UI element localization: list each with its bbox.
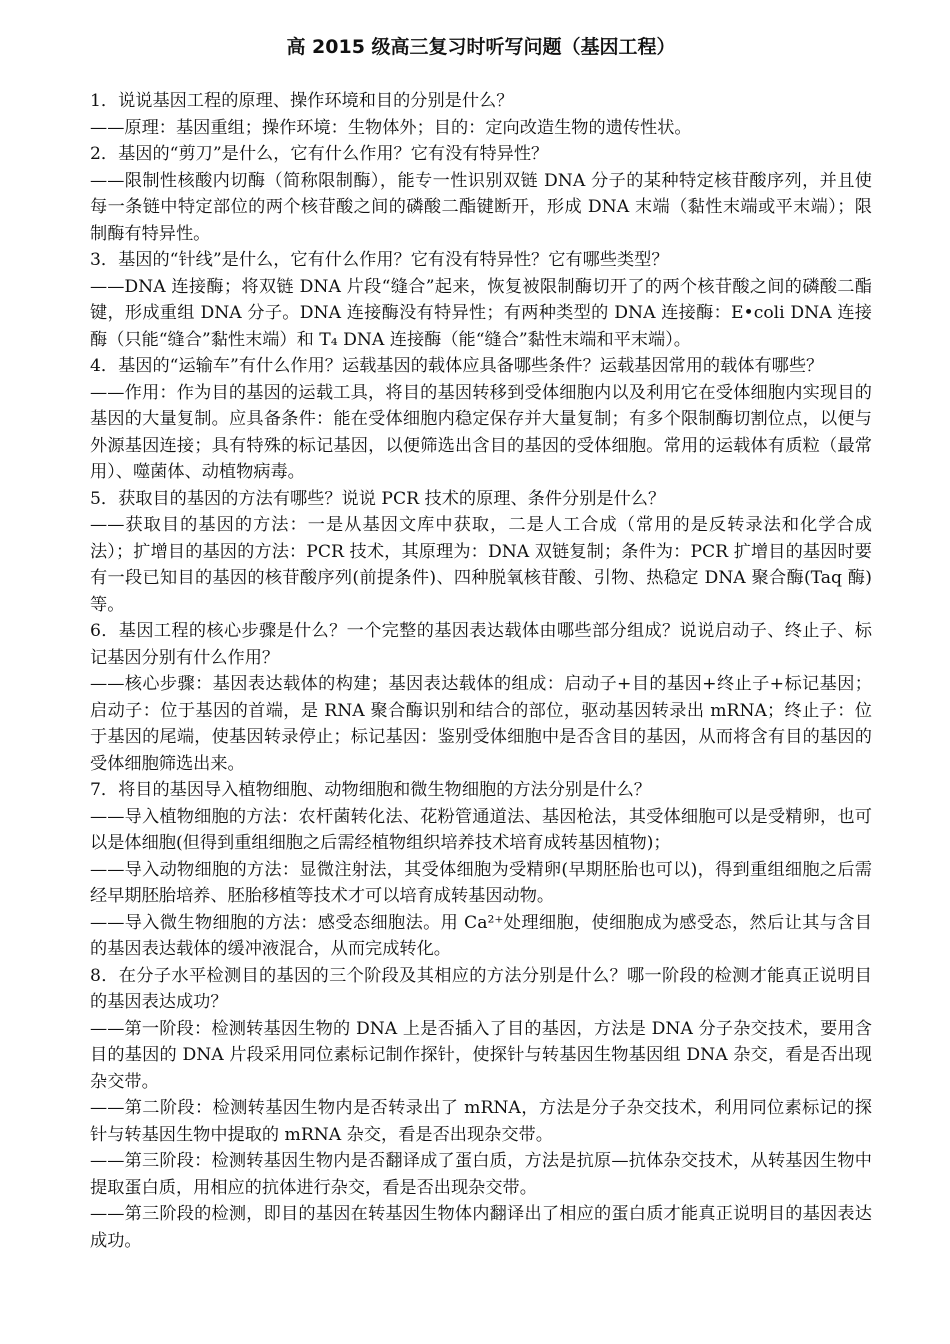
- question-paragraph: 4．基因的“运输车”有什么作用？运载基因的载体应具备哪些条件？运载基因常用的载体有哪些？: [90, 356, 824, 376]
- answer-paragraph: ——核心步骤：基因表达载体的构建；基因表达载体的组成：启动子+目的基因+终止子+标记基因；启动子：位于基因的首端，是 RNA 聚合酶识别和结合的部位，驱动基因转录出 mRNA；终止子：位于基因的尾端，使基因转录停止；标记基因：鉴别受体细胞中是否含目的基因，从而将含有目的基因的受体细胞筛选出来。: [90, 674, 872, 774]
- question-paragraph: 6．基因工程的核心步骤是什么？一个完整的基因表达载体由哪些部分组成？说说启动子、终止子、标记基因分别有什么作用？: [90, 621, 872, 668]
- answer-paragraph: ——限制性核酸内切酶（简称限制酶），能专一性识别双链 DNA 分子的某种特定核苷酸序列，并且使每一条链中特定部位的两个核苷酸之间的磷酸二酯键断开，形成 DNA 末端（黏性末端或平末端）；限制酶有特异性。: [90, 170, 872, 244]
- document-body: [90, 88, 872, 1254]
- question-paragraph: 8．在分子水平检测目的基因的三个阶段及其相应的方法分别是什么？哪一阶段的检测才能真正说明目的基因表达成功？: [90, 965, 872, 1012]
- answer-paragraph: ——第三阶段：检测转基因生物内是否翻译成了蛋白质，方法是抗原—抗体杂交技术，从转基因生物中提取蛋白质，用相应的抗体进行杂交，看是否出现杂交带。: [90, 1151, 872, 1198]
- answer-paragraph: ——第三阶段的检测，即目的基因在转基因生物体内翻译出了相应的蛋白质才能真正说明目的基因表达成功。: [90, 1204, 872, 1251]
- answer-paragraph: ——导入微生物细胞的方法：感受态细胞法。用 Ca²⁺处理细胞，使细胞成为感受态，然后让其与含目的基因表达载体的缓冲液混合，从而完成转化。: [90, 912, 872, 959]
- answer-paragraph: ——作用：作为目的基因的运载工具，将目的基因转移到受体细胞内以及利用它在受体细胞内实现目的基因的大量复制。应具备条件：能在受体细胞内稳定保存并大量复制；有多个限制酶切割位点，以便与外源基因连接；具有特殊的标记基因，以便筛选出含目的基因的受体细胞。常用的运载体有质粒（最常用）、噬菌体、动植物病毒。: [90, 382, 872, 482]
- answer-paragraph: ——导入植物细胞的方法：农杆菌转化法、花粉管通道法、基因枪法，其受体细胞可以是受精卵，也可以是体细胞(但得到重组细胞之后需经植物组织培养技术培育成转基因植物)；: [90, 806, 872, 853]
- answer-paragraph: ——导入动物细胞的方法：显微注射法，其受体细胞为受精卵(早期胚胎也可以)，得到重组细胞之后需经早期胚胎培养、胚胎移植等技术才可以培育成转基因动物。: [90, 859, 872, 906]
- answer-paragraph: ——DNA 连接酶；将双链 DNA 片段“缝合”起来，恢复被限制酶切开了的两个核苷酸之间的磷酸二酯键，形成重组 DNA 分子。DNA 连接酶没有特异性；有两种类型的 DNA 连接酶：E•coli DNA 连接酶（只能“缝合”黏性末端）和 T₄ DNA 连接酶（能“缝合”黏性末端和平末端）。: [90, 276, 872, 350]
- answer-paragraph: ——原理：基因重组；操作环境：生物体外；目的：定向改造生物的遗传性状。: [90, 117, 692, 138]
- question-paragraph: 5．获取目的基因的方法有哪些？说说 PCR 技术的原理、条件分别是什么？: [90, 488, 666, 509]
- answer-paragraph: ——第二阶段：检测转基因生物内是否转录出了 mRNA，方法是分子杂交技术，利用同位素标记的探针与转基因生物中提取的 mRNA 杂交，看是否出现杂交带。: [90, 1098, 872, 1145]
- question-paragraph: 7．将目的基因导入植物细胞、动物细胞和微生物细胞的方法分别是什么？: [90, 780, 651, 800]
- question-paragraph: 3．基因的“针线”是什么，它有什么作用？它有没有特异性？它有哪些类型？: [90, 250, 669, 270]
- question-paragraph: 2．基因的“剪刀”是什么，它有什么作用？它有没有特异性？: [90, 144, 549, 164]
- question-paragraph: 1．说说基因工程的原理、操作环境和目的分别是什么？: [90, 91, 514, 111]
- answer-paragraph: ——第一阶段：检测转基因生物的 DNA 上是否插入了目的基因，方法是 DNA 分子杂交技术，要用含目的基因的 DNA 片段采用同位素标记制作探针，使探针与转基因生物基因组 DNA 杂交，看是否出现杂交带。: [90, 1018, 872, 1092]
- page-title: 高 2015 级高三复习时听写问题（基因工程）: [286, 36, 676, 58]
- answer-paragraph: ——获取目的基因的方法：一是从基因文库中获取，二是人工合成（常用的是反转录法和化学合成法）；扩增目的基因的方法：PCR 技术，其原理为：DNA 双链复制；条件为：PCR 扩增目的基因时要有一段已知目的基因的核苷酸序列(前提条件)、四种脱氧核苷酸、引物、热稳定 DNA 聚合酶(Taq 酶)等。: [90, 515, 872, 615]
